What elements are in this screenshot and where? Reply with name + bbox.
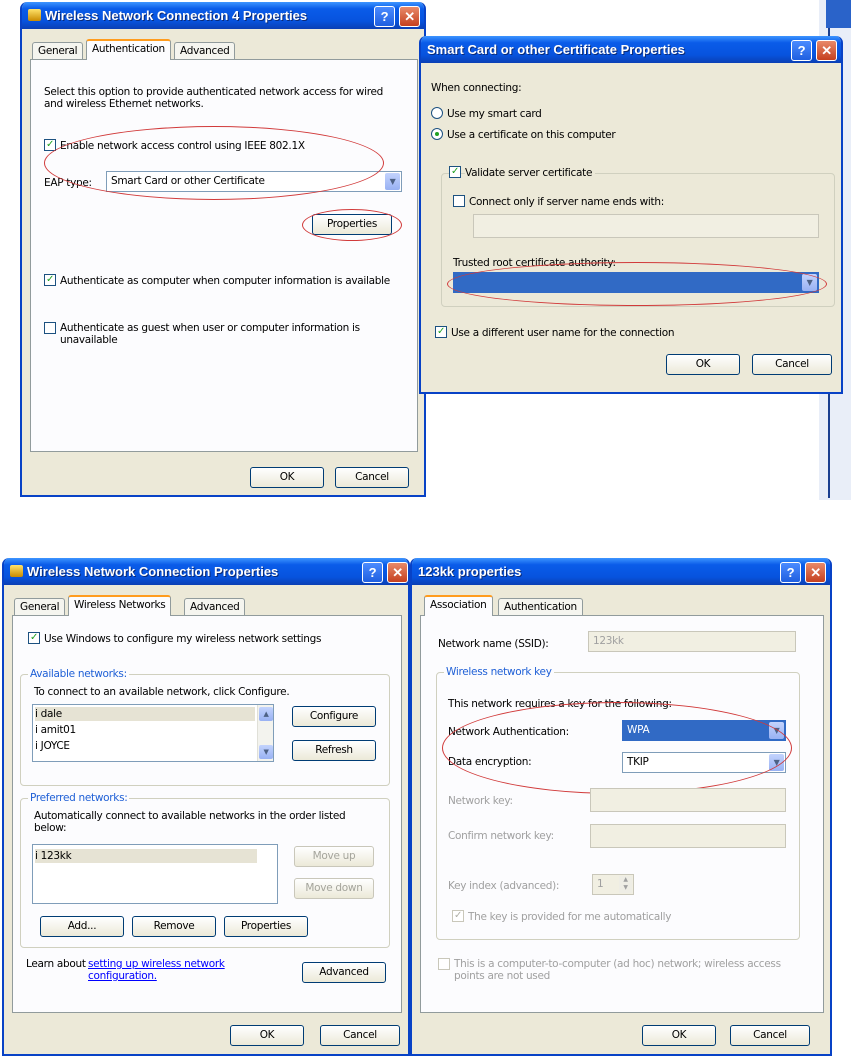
ssid-input[interactable] bbox=[588, 631, 796, 652]
network-name: amit01 bbox=[40, 724, 76, 736]
data-enc-dropdown[interactable] bbox=[622, 752, 786, 773]
close-icon[interactable]: ✕ bbox=[816, 40, 837, 61]
learn-link[interactable]: setting up wireless network configuration. bbox=[88, 958, 225, 982]
antenna-icon: ⅰ bbox=[35, 740, 41, 752]
net-key-input[interactable] bbox=[590, 788, 786, 812]
chevron-up-icon[interactable]: ▲ bbox=[259, 707, 273, 721]
adhoc-label: This is a computer-to-computer (ad hoc) network; wireless access points are not used bbox=[454, 958, 781, 982]
net-auth-value: WPA bbox=[627, 724, 650, 736]
background-window-edge bbox=[826, 0, 851, 28]
use-windows-label: Use Windows to configure my wireless network settings bbox=[44, 633, 322, 645]
list-item[interactable] bbox=[35, 739, 70, 753]
key-auto-label: The key is provided for me automatically bbox=[468, 911, 672, 923]
w4-ok-button[interactable]: OK bbox=[250, 467, 324, 488]
tab-association[interactable]: Association bbox=[424, 595, 493, 616]
net-key-label: Network key: bbox=[448, 795, 513, 807]
w4-description: Select this option to provide authenticated network access for wired and wireless Ethernet networks. bbox=[44, 86, 384, 110]
chevron-down-icon[interactable]: ▼ bbox=[259, 745, 273, 759]
chevron-down-icon: ▼ bbox=[802, 274, 817, 291]
wp-titlebar bbox=[4, 558, 408, 585]
wp-ok-button[interactable]: OK bbox=[230, 1025, 304, 1046]
when-connecting-label: When connecting: bbox=[431, 82, 522, 94]
antenna-icon: ⅰ bbox=[35, 724, 41, 736]
sc-title: Smart Card or other Certificate Properties bbox=[427, 42, 685, 57]
validate-server-label: Validate server certificate bbox=[465, 167, 595, 179]
tab-authentication[interactable]: Authentication bbox=[498, 598, 583, 616]
close-icon[interactable]: ✕ bbox=[399, 6, 420, 27]
trusted-root-label: Trusted root certificate authority: bbox=[453, 257, 616, 269]
remove-button[interactable]: Remove bbox=[132, 916, 216, 937]
auth-guest-checkbox[interactable] bbox=[44, 322, 56, 334]
move-down-button[interactable]: Move down bbox=[294, 878, 374, 899]
kk-title: 123kk properties bbox=[418, 564, 522, 579]
key-desc: This network requires a key for the following: bbox=[448, 698, 672, 710]
network-icon bbox=[28, 9, 41, 21]
w4-dialog bbox=[20, 2, 426, 497]
w4-title: Wireless Network Connection 4 Properties bbox=[45, 8, 308, 23]
use-smart-card-label: Use my smart card bbox=[447, 108, 542, 120]
w4-tab-panel bbox=[30, 59, 418, 452]
connect-only-checkbox[interactable] bbox=[453, 195, 465, 207]
server-name-input[interactable] bbox=[473, 214, 819, 238]
enable-8021x-label: Enable network access control using IEEE 802.1X bbox=[60, 140, 305, 152]
net-auth-dropdown[interactable] bbox=[622, 720, 786, 741]
configure-button[interactable]: Configure bbox=[292, 706, 376, 727]
move-up-button[interactable]: Move up bbox=[294, 846, 374, 867]
antenna-icon: ⅰ bbox=[35, 708, 41, 720]
w4-cancel-button[interactable]: Cancel bbox=[335, 467, 409, 488]
auth-computer-label: Authenticate as computer when computer information is available bbox=[60, 275, 390, 287]
connect-only-label: Connect only if server name ends with: bbox=[469, 196, 664, 208]
sc-titlebar bbox=[421, 36, 841, 63]
help-icon[interactable]: ? bbox=[780, 562, 801, 583]
data-enc-label: Data encryption: bbox=[448, 756, 532, 768]
use-certificate-radio[interactable] bbox=[431, 128, 443, 140]
antenna-icon: ⅰ bbox=[35, 850, 41, 862]
sc-ok-button[interactable]: OK bbox=[666, 354, 740, 375]
use-smart-card-radio[interactable] bbox=[431, 107, 443, 119]
adhoc-checkbox[interactable] bbox=[438, 958, 450, 970]
learn-about-label: Learn about bbox=[26, 958, 86, 970]
available-networks-list[interactable] bbox=[32, 704, 274, 762]
refresh-button[interactable]: Refresh bbox=[292, 740, 376, 761]
ssid-value: 123kk bbox=[593, 635, 624, 647]
wp-dialog bbox=[2, 558, 410, 1056]
data-enc-value: TKIP bbox=[627, 756, 649, 768]
auth-guest-label: Authenticate as guest when user or computer information is unavailable bbox=[60, 322, 360, 346]
list-item[interactable] bbox=[35, 849, 257, 863]
advanced-button[interactable]: Advanced bbox=[302, 962, 386, 983]
network-name: 123kk bbox=[40, 850, 72, 862]
tab-advanced[interactable]: Advanced bbox=[184, 598, 245, 616]
wp-title: Wireless Network Connection Properties bbox=[27, 564, 279, 579]
eap-properties-button[interactable]: Properties bbox=[312, 214, 392, 235]
w4-titlebar bbox=[22, 2, 424, 29]
key-index-stepper[interactable] bbox=[592, 874, 634, 895]
net-auth-label: Network Authentication: bbox=[448, 726, 569, 738]
add-button[interactable]: Add... bbox=[40, 916, 124, 937]
key-index-label: Key index (advanced): bbox=[448, 880, 560, 892]
kk-dialog bbox=[410, 558, 832, 1056]
sc-dialog bbox=[419, 36, 843, 394]
help-icon[interactable]: ? bbox=[374, 6, 395, 27]
tab-wireless-networks[interactable]: Wireless Networks bbox=[68, 595, 171, 616]
chevron-down-icon: ▼ bbox=[385, 173, 400, 190]
eap-type-label: EAP type: bbox=[44, 177, 92, 189]
wp-cancel-button[interactable]: Cancel bbox=[320, 1025, 400, 1046]
key-index-value: 1 bbox=[597, 878, 604, 890]
use-windows-checkbox[interactable]: ✓ bbox=[29, 632, 39, 643]
network-icon bbox=[10, 565, 23, 577]
network-name: dale bbox=[40, 708, 62, 720]
trusted-root-dropdown[interactable] bbox=[453, 272, 819, 293]
close-icon[interactable]: ✕ bbox=[387, 562, 408, 583]
kk-titlebar bbox=[412, 558, 830, 585]
sc-cancel-button[interactable]: Cancel bbox=[752, 354, 832, 375]
use-certificate-label: Use a certificate on this computer bbox=[447, 129, 616, 141]
help-icon[interactable]: ? bbox=[362, 562, 383, 583]
available-group-label: Available networks: bbox=[30, 668, 127, 680]
confirm-key-label: Confirm network key: bbox=[448, 830, 554, 842]
list-item[interactable] bbox=[35, 723, 76, 737]
preferred-networks-list[interactable] bbox=[32, 844, 278, 904]
validate-server-checkbox[interactable]: ✓ bbox=[450, 166, 460, 177]
different-user-checkbox[interactable]: ✓ bbox=[436, 326, 446, 337]
preferred-text: Automatically connect to available networks in the order listed below: bbox=[34, 810, 346, 834]
list-item[interactable] bbox=[35, 707, 255, 721]
network-name: JOYCE bbox=[40, 740, 70, 752]
kk-ok-button[interactable]: OK bbox=[642, 1025, 716, 1046]
scrollbar[interactable] bbox=[257, 705, 273, 761]
eap-type-value: Smart Card or other Certificate bbox=[111, 175, 265, 187]
spin-arrows-icon[interactable]: ▲ ▼ bbox=[619, 876, 632, 893]
auth-computer-checkbox[interactable]: ✓ bbox=[45, 274, 55, 285]
key-auto-checkbox[interactable]: ✓ bbox=[453, 910, 463, 921]
preferred-group-label: Preferred networks: bbox=[30, 792, 128, 804]
tab-general[interactable]: General bbox=[32, 42, 83, 60]
eap-type-dropdown[interactable] bbox=[106, 171, 402, 192]
kk-cancel-button[interactable]: Cancel bbox=[730, 1025, 810, 1046]
tab-general[interactable]: General bbox=[14, 598, 65, 616]
chevron-down-icon: ▼ bbox=[769, 754, 784, 771]
help-icon[interactable]: ? bbox=[791, 40, 812, 61]
enable-8021x-checkbox[interactable]: ✓ bbox=[45, 139, 55, 150]
tab-advanced[interactable]: Advanced bbox=[174, 42, 235, 60]
different-user-label: Use a different user name for the connection bbox=[451, 327, 675, 339]
key-group-label: Wireless network key bbox=[446, 666, 552, 678]
close-icon[interactable]: ✕ bbox=[805, 562, 826, 583]
tab-authentication[interactable]: Authentication bbox=[86, 39, 171, 60]
available-text: To connect to an available network, click Configure. bbox=[34, 686, 290, 698]
confirm-key-input[interactable] bbox=[590, 824, 786, 848]
ssid-label: Network name (SSID): bbox=[438, 638, 549, 650]
properties-button[interactable]: Properties bbox=[224, 916, 308, 937]
chevron-down-icon: ▼ bbox=[769, 722, 784, 739]
